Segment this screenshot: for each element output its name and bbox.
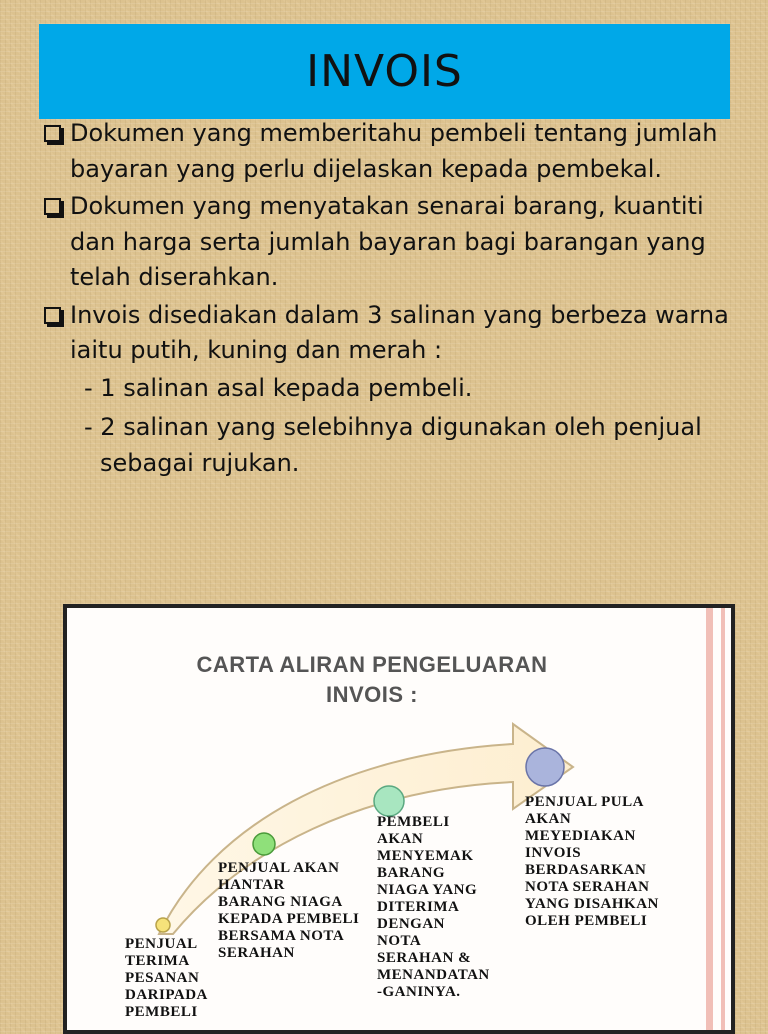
checkbox-bullet-icon xyxy=(44,198,61,215)
step-dot-3 xyxy=(374,786,404,816)
step-2-text: PENJUAL AKAN HANTAR BARANG NIAGA KEPADA PEMBELI BERSAMA NOTA SERAHAN xyxy=(218,860,360,961)
slide-title: INVOIS xyxy=(306,46,463,97)
chart-title-line1: CARTA ALIRAN PENGELUARAN xyxy=(196,652,548,677)
sub-item: - 2 salinan yang selebihnya digunakan oleh penjual sebagai rujukan. xyxy=(84,413,702,477)
slide-body xyxy=(44,116,734,481)
bullet-item xyxy=(44,189,734,296)
bullet-text: Invois disediakan dalam 3 salinan yang berbeza warna iaitu putih, kuning dan merah : xyxy=(70,300,729,364)
step-dot-1 xyxy=(156,918,170,932)
chart-title-line2: INVOIS : xyxy=(325,682,418,707)
bullet-text: Dokumen yang menyatakan senarai barang, kuantiti dan harga serta jumlah bayaran bagi barangan yang telah diserahkan. xyxy=(70,192,706,291)
checkbox-bullet-icon xyxy=(44,307,61,324)
step-4-text: PENJUAL PULA AKAN MEYEDIAKAN INVOIS BERDASARKAN NOTA SERAHAN YANG DISAHKAN OLEH PEMBELI xyxy=(525,794,659,929)
step-dot-4 xyxy=(526,748,564,786)
bullet-text: Dokumen yang memberitahu pembeli tentang jumlah bayaran yang perlu dijelaskan kepada pembekal. xyxy=(70,119,718,183)
step-1-text: PENJUAL TERIMA PESANAN DARIPADA PEMBELI xyxy=(125,936,208,1020)
sub-item: - 1 salinan asal kepada pembeli. xyxy=(84,373,473,402)
step-dot-2 xyxy=(253,833,275,855)
checkbox-bullet-icon xyxy=(44,125,61,142)
bullet-item xyxy=(44,116,734,187)
bullet-item xyxy=(44,298,734,369)
step-3-text: PEMBELI AKAN MENYEMAK BARANG NIAGA YANG DITERIMA DENGAN NOTA SERAHAN & MENANDATAN -GANINYA. xyxy=(377,814,490,1000)
title-bar xyxy=(39,24,730,119)
